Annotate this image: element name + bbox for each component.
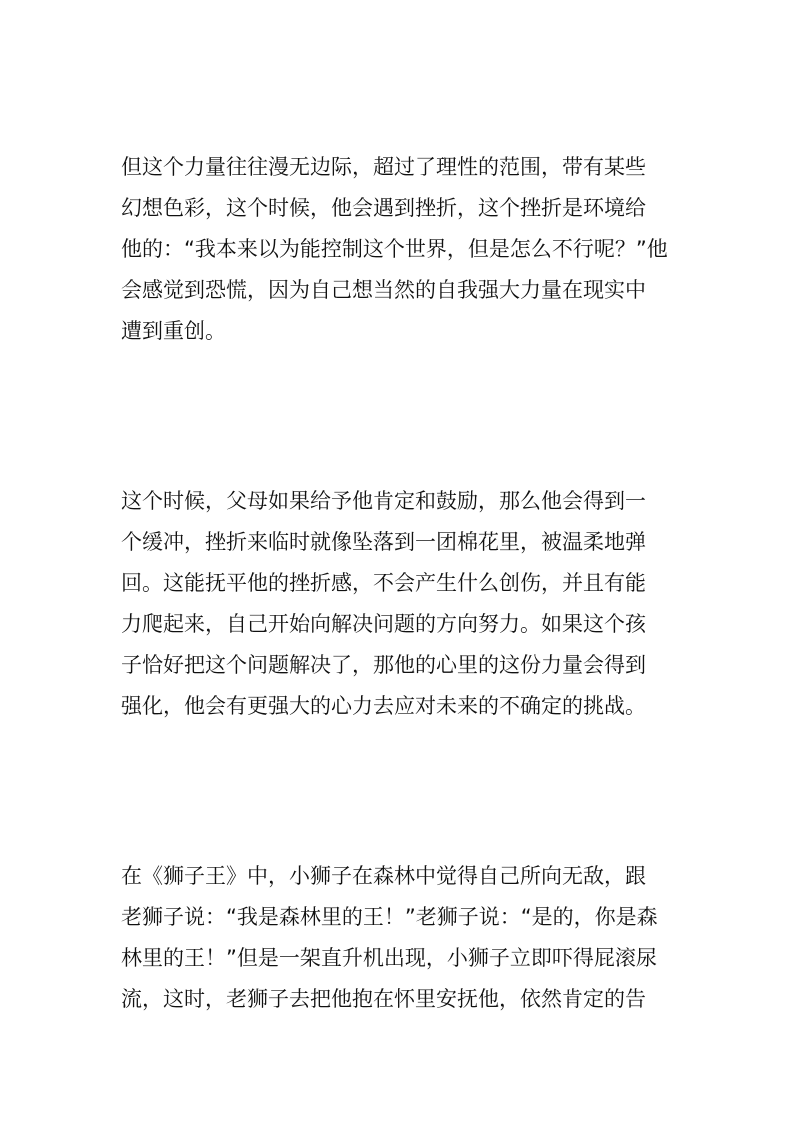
text-line: 流，这时，老狮子去把他抱在怀里安抚他，依然肯定的告: [121, 987, 646, 1011]
text-line: 这个时候，父母如果给予他肯定和鼓励，那么他会得到一: [121, 489, 646, 513]
text-line: 回。这能抚平他的挫折感，不会产生什么创伤，并且有能: [121, 571, 646, 595]
text-line: 力爬起来，自己开始向解决问题的方向努力。如果这个孩: [121, 612, 646, 636]
text-line: 幻想色彩，这个时候，他会遇到挫折，这个挫折是环境给: [121, 196, 646, 220]
text-line: 老狮子说：“我是森林里的王！”老狮子说：“是的，你是森: [121, 905, 658, 929]
text-line: 子恰好把这个问题解决了，那他的心里的这份力量会得到: [121, 653, 646, 677]
text-line: 会感觉到恐慌，因为自己想当然的自我强大力量在现实中: [121, 278, 646, 302]
text-line: 林里的王！”但是一架直升机出现，小狮子立即吓得屁滚尿: [121, 946, 657, 970]
text-line: 个缓冲，挫折来临时就像坠落到一团棉花里，被温柔地弹: [121, 530, 646, 554]
paragraph-1: [121, 147, 677, 352]
text-line: 在《狮子王》中，小狮子在森林中觉得自己所向无敌，跟: [121, 864, 646, 888]
paragraph-2: [121, 481, 677, 727]
text-line: 他的：“我本来以为能控制这个世界，但是怎么不行呢？”他: [121, 237, 668, 261]
text-line: 但这个力量往往漫无边际，超过了理性的范围，带有某些: [121, 155, 646, 179]
text-line: 强化，他会有更强大的心力去应对未来的不确定的挑战。: [121, 694, 646, 718]
paragraph-3: [121, 856, 677, 1020]
text-line: 遭到重创。: [121, 319, 226, 343]
